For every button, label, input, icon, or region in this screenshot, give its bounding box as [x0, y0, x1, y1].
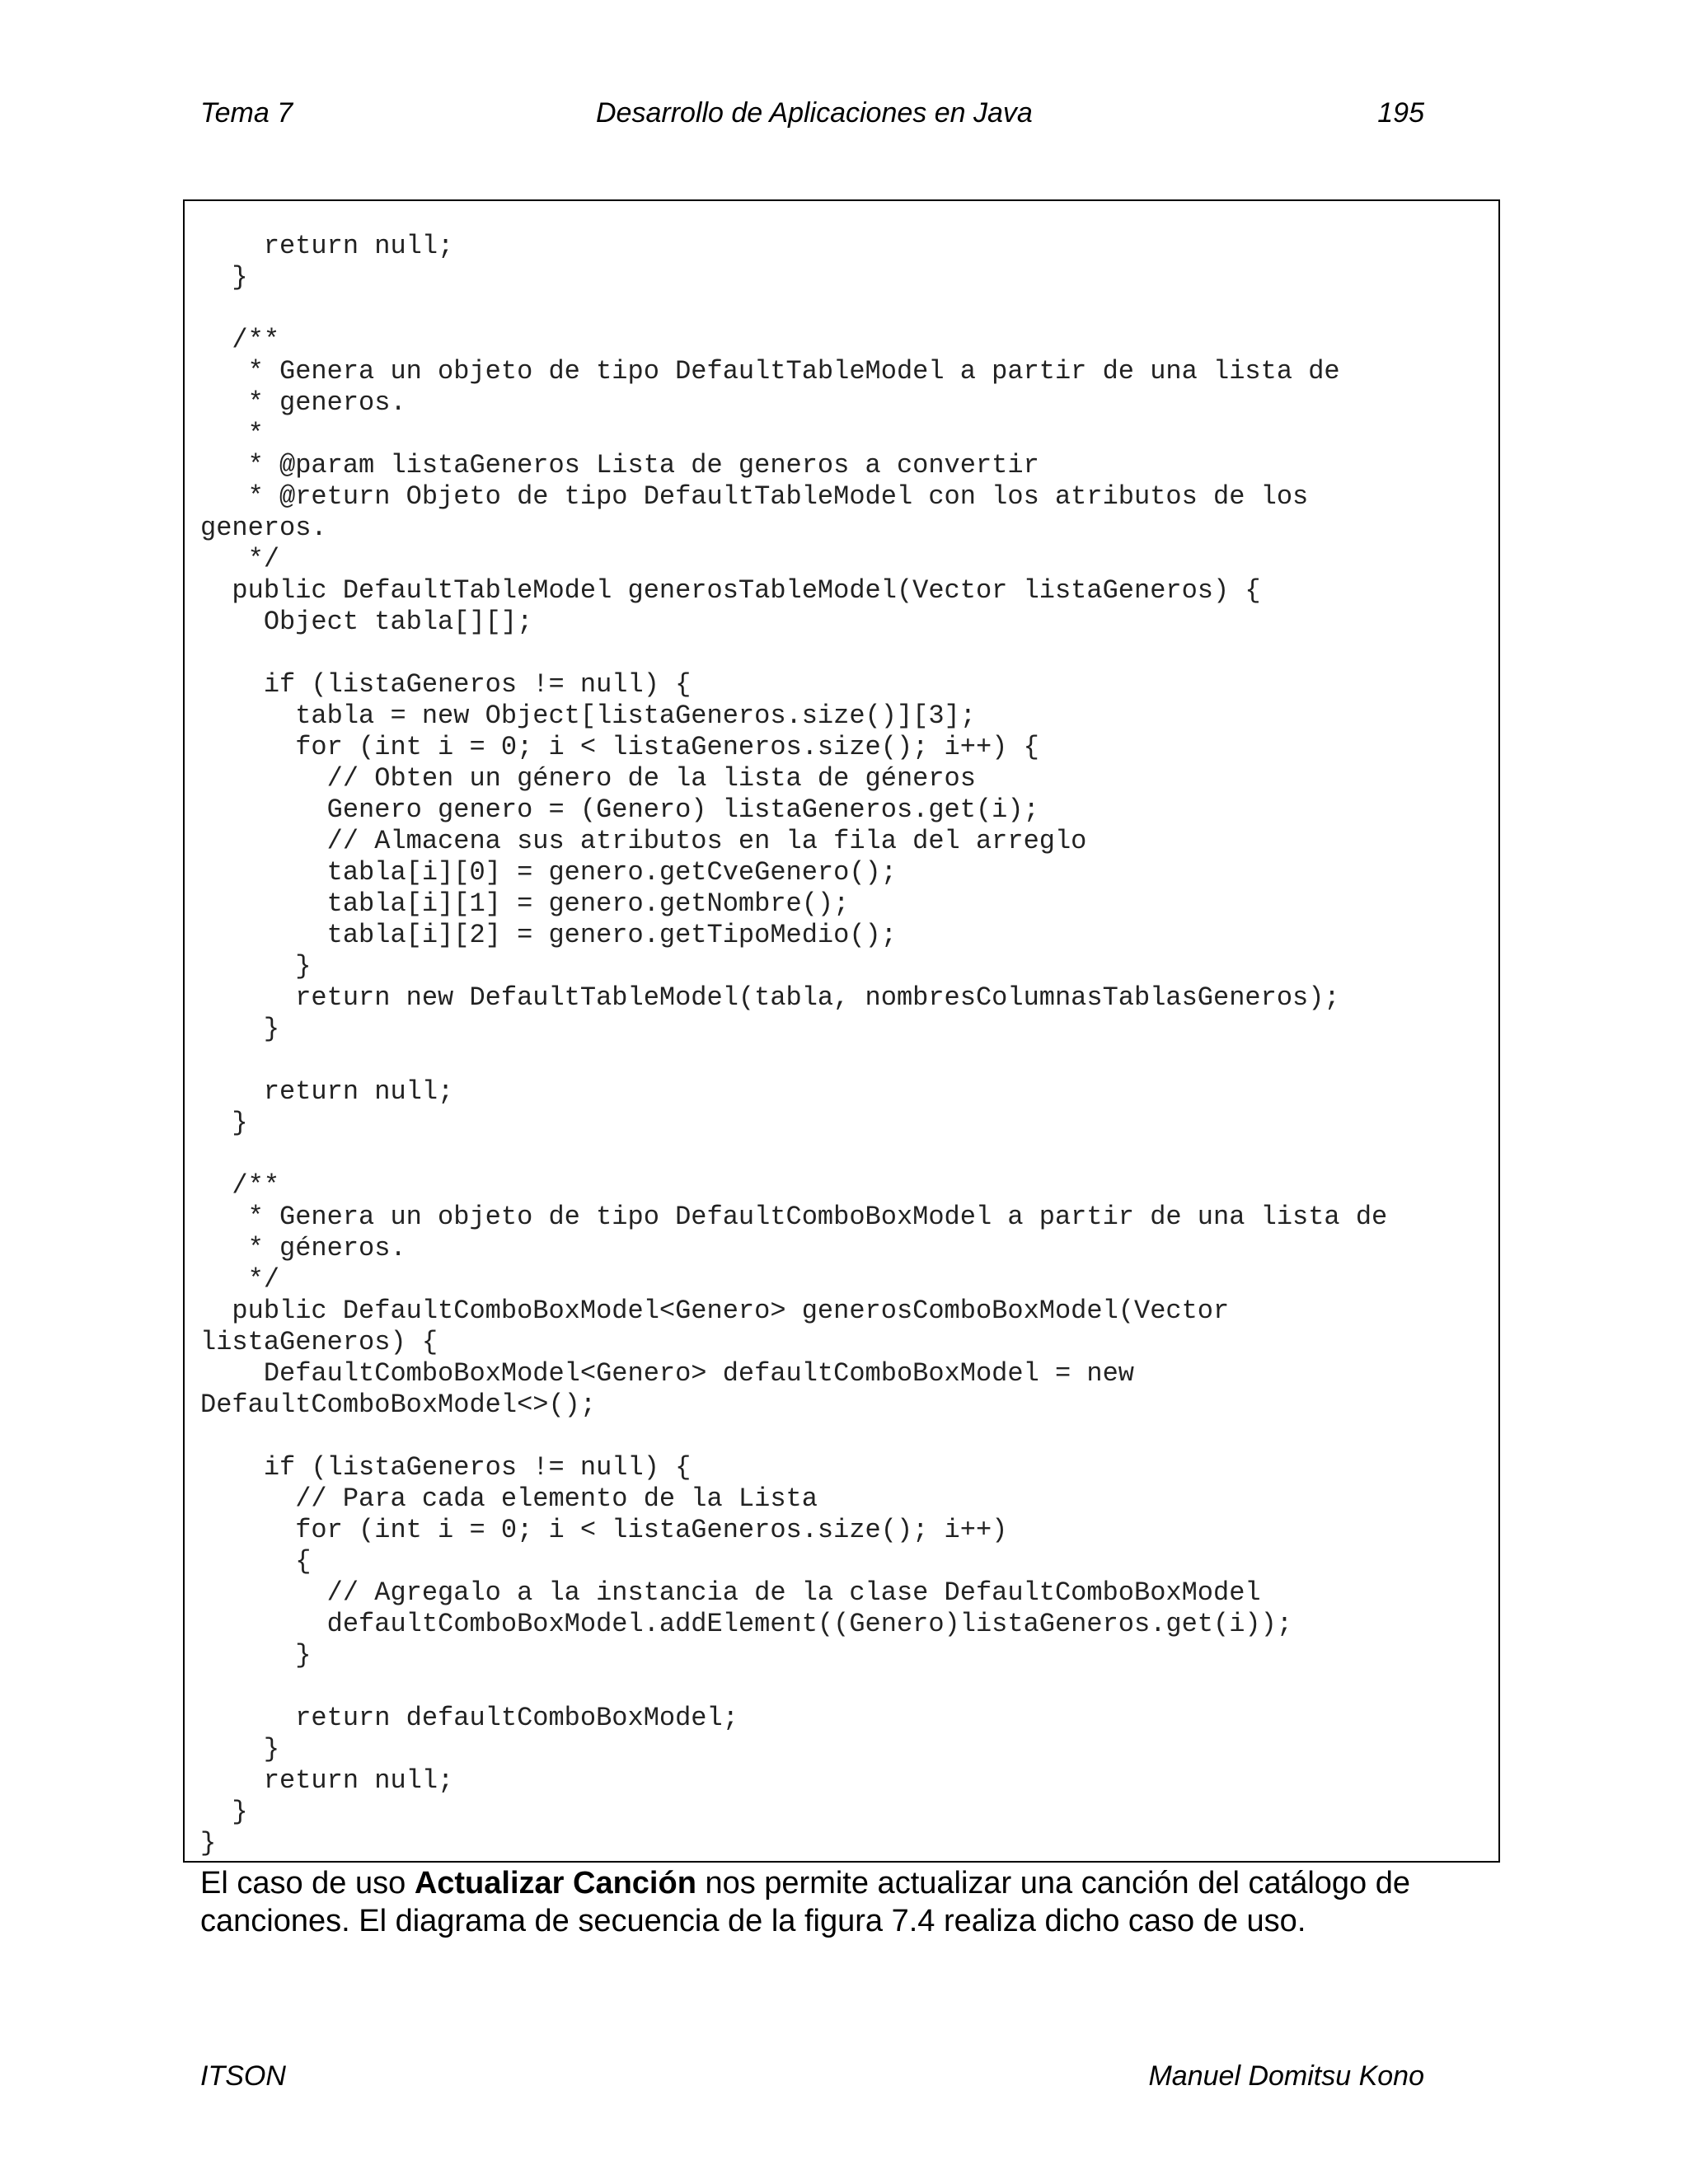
code-line: public DefaultComboBoxModel<Genero> generosComboBoxModel(Vector	[200, 1296, 1230, 1326]
paragraph-text-end: nos permite actualizar una canción del catálogo de canciones. El diagrama de secuencia de la figura 7.4 realiza dicho caso de uso.	[200, 1866, 1411, 1938]
code-line: public DefaultTableModel generosTableModel(Vector listaGeneros) {	[200, 575, 1261, 606]
code-line	[200, 293, 1486, 325]
book-title: Desarrollo de Aplicaciones en Java	[596, 97, 1033, 129]
code-line: */	[200, 1264, 280, 1295]
code-line: }	[200, 1640, 312, 1671]
code-line: return defaultComboBoxModel;	[200, 1703, 738, 1733]
code-line: for (int i = 0; i < listaGeneros.size(); i++)	[200, 1515, 1008, 1545]
code-line: }	[200, 1828, 217, 1858]
code-line	[200, 1045, 1486, 1076]
code-line	[200, 638, 1486, 669]
institution-label: ITSON	[200, 2060, 286, 2092]
body-paragraph	[200, 1864, 1503, 1940]
page-header	[200, 97, 1424, 137]
code-line: * @return Objeto de tipo DefaultTableModel con los atributos de los	[200, 481, 1309, 512]
page-number: 195	[1377, 97, 1424, 129]
code-line: return null;	[200, 1076, 454, 1107]
paragraph-text-start: El caso de uso	[200, 1866, 415, 1900]
code-line: *	[200, 419, 264, 449]
code-line	[200, 1139, 1486, 1170]
code-line: DefaultComboBoxModel<Genero> defaultComboBoxModel = new	[200, 1358, 1134, 1389]
code-line: // Para cada elemento de la Lista	[200, 1483, 818, 1514]
page-footer	[200, 2060, 1424, 2100]
code-line: tabla[i][2] = genero.getTipoMedio();	[200, 920, 897, 950]
code-line: }	[200, 1797, 248, 1827]
code-line: return null;	[200, 231, 454, 261]
code-line: }	[200, 1014, 280, 1044]
code-line: defaultComboBoxModel.addElement((Genero)listaGeneros.get(i));	[200, 1609, 1293, 1639]
code-line: for (int i = 0; i < listaGeneros.size(); i++) {	[200, 732, 1039, 762]
code-line: tabla = new Object[listaGeneros.size()][3];	[200, 701, 976, 731]
code-line: // Obten un género de la lista de géneros	[200, 763, 976, 794]
code-line: * generos.	[200, 387, 406, 418]
code-line: * Genera un objeto de tipo DefaultComboBoxModel a partir de una lista de	[200, 1202, 1388, 1232]
code-line: * géneros.	[200, 1233, 406, 1263]
code-line: Object tabla[][];	[200, 607, 533, 637]
code-line	[200, 1671, 1486, 1703]
use-case-name: Actualizar Canción	[414, 1866, 696, 1900]
code-line: Genero genero = (Genero) listaGeneros.get(i);	[200, 794, 1039, 825]
code-line: if (listaGeneros != null) {	[200, 1452, 692, 1483]
code-line: DefaultComboBoxModel<>();	[200, 1390, 597, 1420]
code-line	[200, 1421, 1486, 1452]
code-line: // Agregalo a la instancia de la clase DefaultComboBoxModel	[200, 1577, 1261, 1608]
code-line: /**	[200, 1170, 280, 1201]
code-line: if (listaGeneros != null) {	[200, 669, 692, 700]
code-line: }	[200, 951, 312, 982]
code-line: * @param listaGeneros Lista de generos a convertir	[200, 450, 1039, 480]
code-line: }	[200, 1108, 248, 1138]
code-line: return null;	[200, 1765, 454, 1796]
code-line: // Almacena sus atributos en la fila del arreglo	[200, 826, 1087, 856]
code-listing	[200, 231, 1486, 1859]
code-line: return new DefaultTableModel(tabla, nombresColumnasTablasGeneros);	[200, 982, 1340, 1013]
code-line: }	[200, 1734, 280, 1765]
code-line: tabla[i][0] = genero.getCveGenero();	[200, 857, 897, 888]
code-line: tabla[i][1] = genero.getNombre();	[200, 888, 850, 919]
code-line: */	[200, 544, 280, 574]
code-line: listaGeneros) {	[200, 1327, 438, 1357]
code-line: }	[200, 262, 248, 293]
code-line: * Genera un objeto de tipo DefaultTableModel a partir de una lista de	[200, 356, 1340, 387]
author-name: Manuel Domitsu Kono	[1148, 2060, 1424, 2092]
code-line: generos.	[200, 513, 327, 543]
code-line: {	[200, 1546, 312, 1577]
chapter-label: Tema 7	[200, 97, 293, 129]
code-line: /**	[200, 325, 280, 355]
